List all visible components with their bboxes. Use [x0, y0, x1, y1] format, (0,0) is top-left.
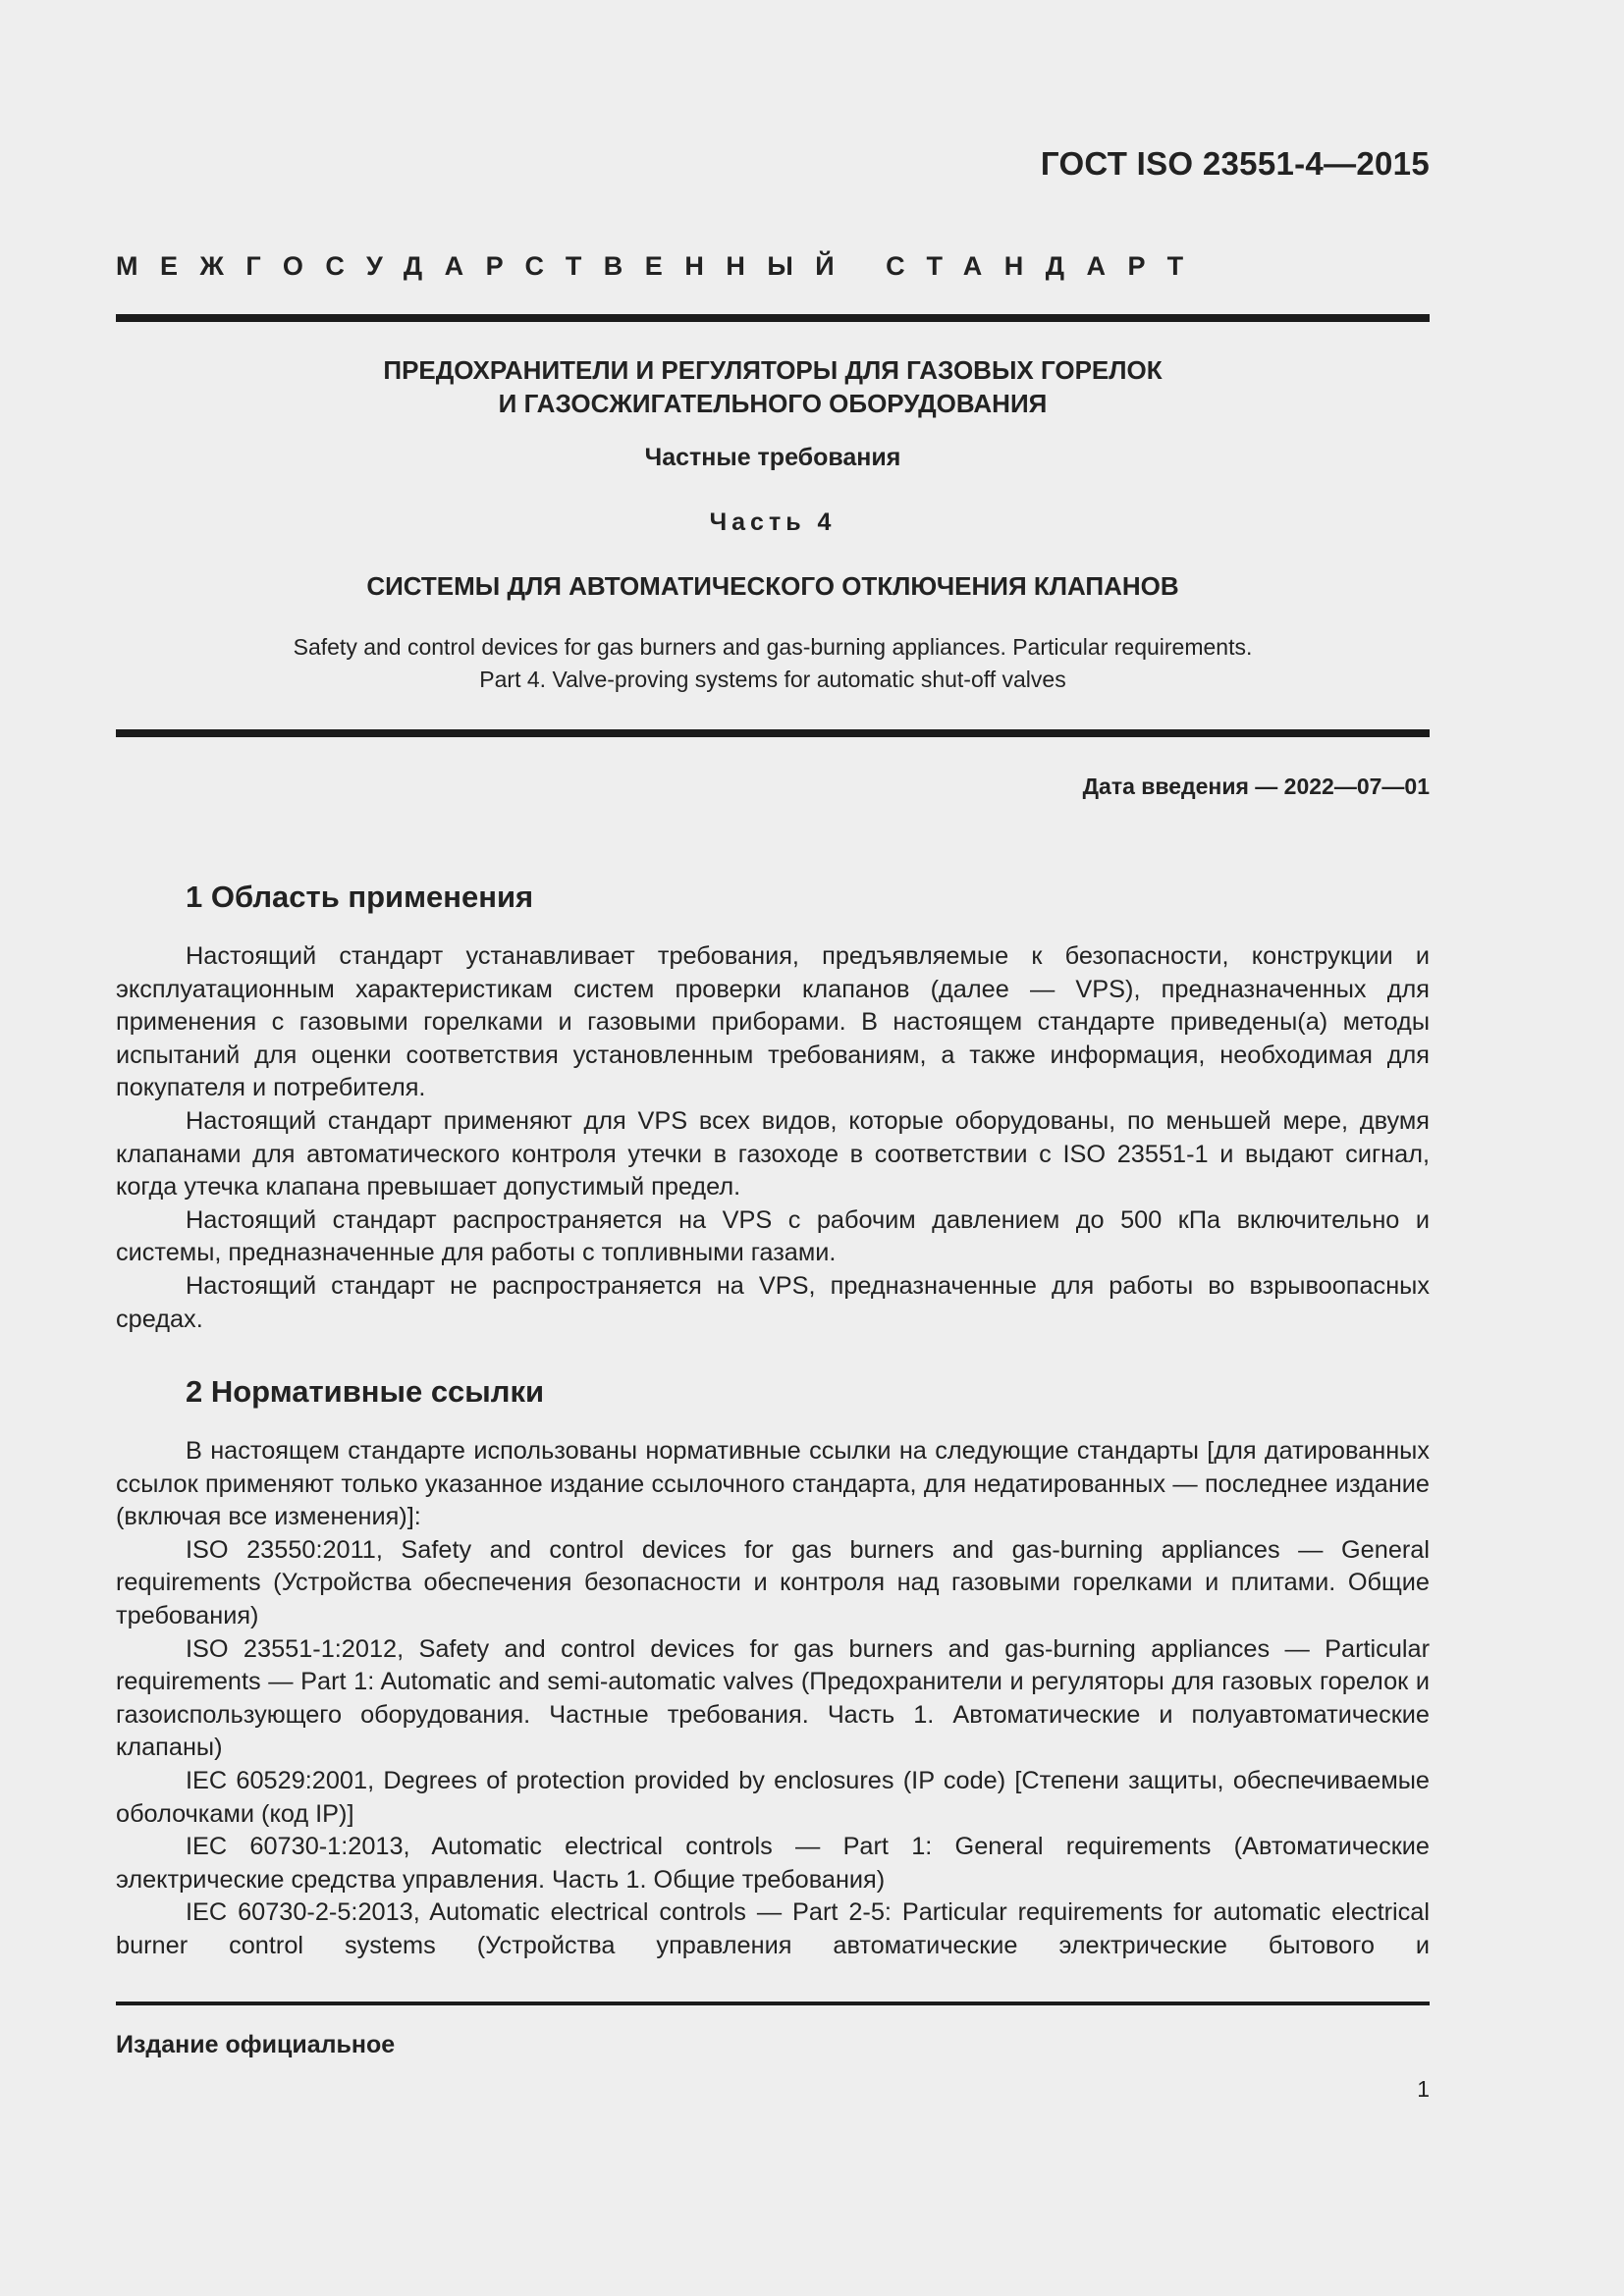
footer-rule [116, 2002, 1430, 2005]
reference-item: ISO 23550:2011, Safety and control devices for gas burners and gas-burning appliances — General requirements (Устройства обеспечения безопасности и контроля над газовыми горелками и плитами. Общие требования) [116, 1535, 1430, 1629]
section-1-paragraph: Настоящий стандарт распространяется на VPS с рабочим давлением до 500 кПа включительно и системы, предназначенные для работы с топливными газами. [116, 1205, 1430, 1267]
interstate-standard-label: МЕЖГОСУДАРСТВЕННЫЙ СТАНДАРТ [116, 251, 1206, 281]
reference-item: IEC 60730-1:2013, Automatic electrical controls — Part 1: General requirements (Автоматические электрические средства управления. Часть 1. Общие требования) [116, 1833, 1430, 1894]
document-code: ГОСТ ISO 23551-4—2015 [1040, 145, 1430, 182]
reference-item: ISO 23551-1:2012, Safety and control devices for gas burners and gas-burning appliances — Particular requirements — Part 1: Automatic and semi-automatic valves (Предохранители и регуляторы для газовых горелок и газоиспользующего оборудования. Частные требования. Часть 1. Автоматические и полуавтоматические клапаны) [116, 1634, 1430, 1762]
section-1-paragraph: Настоящий стандарт применяют для VPS всех видов, которые оборудованы, по меньшей мере, двумя клапанами для автоматического контроля утечки в газоходе в соответствии с ISO 23551-1 и выдают сигнал, когда утечка клапана превышает допустимый предел. [116, 1106, 1430, 1201]
reference-item: IEC 60730-2-5:2013, Automatic electrical controls — Part 2-5: Particular requirements for automatic electrical burner control systems (Устройства управления автоматические электрические бытового и [116, 1898, 1430, 1959]
english-title-line-2: Part 4. Valve-proving systems for automatic shut-off valves [479, 667, 1066, 692]
section-2-heading: 2 Нормативные ссылки [186, 1374, 545, 1409]
section-2-body [116, 1435, 1430, 1963]
reference-item: IEC 60529:2001, Degrees of protection provided by enclosures (IP code) [Степени защиты, обеспечиваемые оболочками (код IP)] [116, 1766, 1430, 1828]
page-number: 1 [1417, 2076, 1430, 2102]
effective-date: Дата введения — 2022—07—01 [1082, 774, 1430, 799]
part-label: Часть 4 [709, 508, 837, 536]
title-rule [116, 729, 1430, 737]
section-1-paragraph: Настоящий стандарт устанавливает требования, предъявляемые к безопасности, конструкции и эксплуатационным характеристикам систем проверки клапанов (далее — VPS), предназначенных для применения с газовыми горелками и газовыми приборами. В настоящем стандарте приведены(а) методы испытаний для оценки соответствия установленным требованиям, а также информация, необходимая для покупателя и потребителя. [116, 942, 1430, 1102]
section-2-paragraph: В настоящем стандарте использованы нормативные ссылки на следующие стандарты [для датированных ссылок применяют только указанное издание ссылочного стандарта, для недатированных — последнее издание (включая все изменения)]: [116, 1437, 1430, 1531]
english-title-line-1: Safety and control devices for gas burners and gas-burning appliances. Particular requirements. [293, 634, 1253, 660]
part-title: СИСТЕМЫ ДЛЯ АВТОМАТИЧЕСКОГО ОТКЛЮЧЕНИЯ КЛАПАНОВ [366, 571, 1179, 601]
header-rule [116, 314, 1430, 322]
title-line-1: ПРЕДОХРАНИТЕЛИ И РЕГУЛЯТОРЫ ДЛЯ ГАЗОВЫХ ГОРЕЛОК [383, 355, 1163, 385]
section-1-paragraph: Настоящий стандарт не распространяется на VPS, предназначенные для работы во взрывоопасных средах. [116, 1271, 1430, 1333]
official-edition-label: Издание официальное [116, 2031, 396, 2058]
document-title [116, 353, 1430, 420]
document-subtitle: Частные требования [644, 444, 901, 471]
english-title [116, 631, 1430, 696]
section-1-body [116, 940, 1430, 1336]
title-line-2: И ГАЗОСЖИГАТЕЛЬНОГО ОБОРУДОВАНИЯ [498, 389, 1048, 418]
section-1-heading: 1 Область применения [186, 880, 534, 914]
